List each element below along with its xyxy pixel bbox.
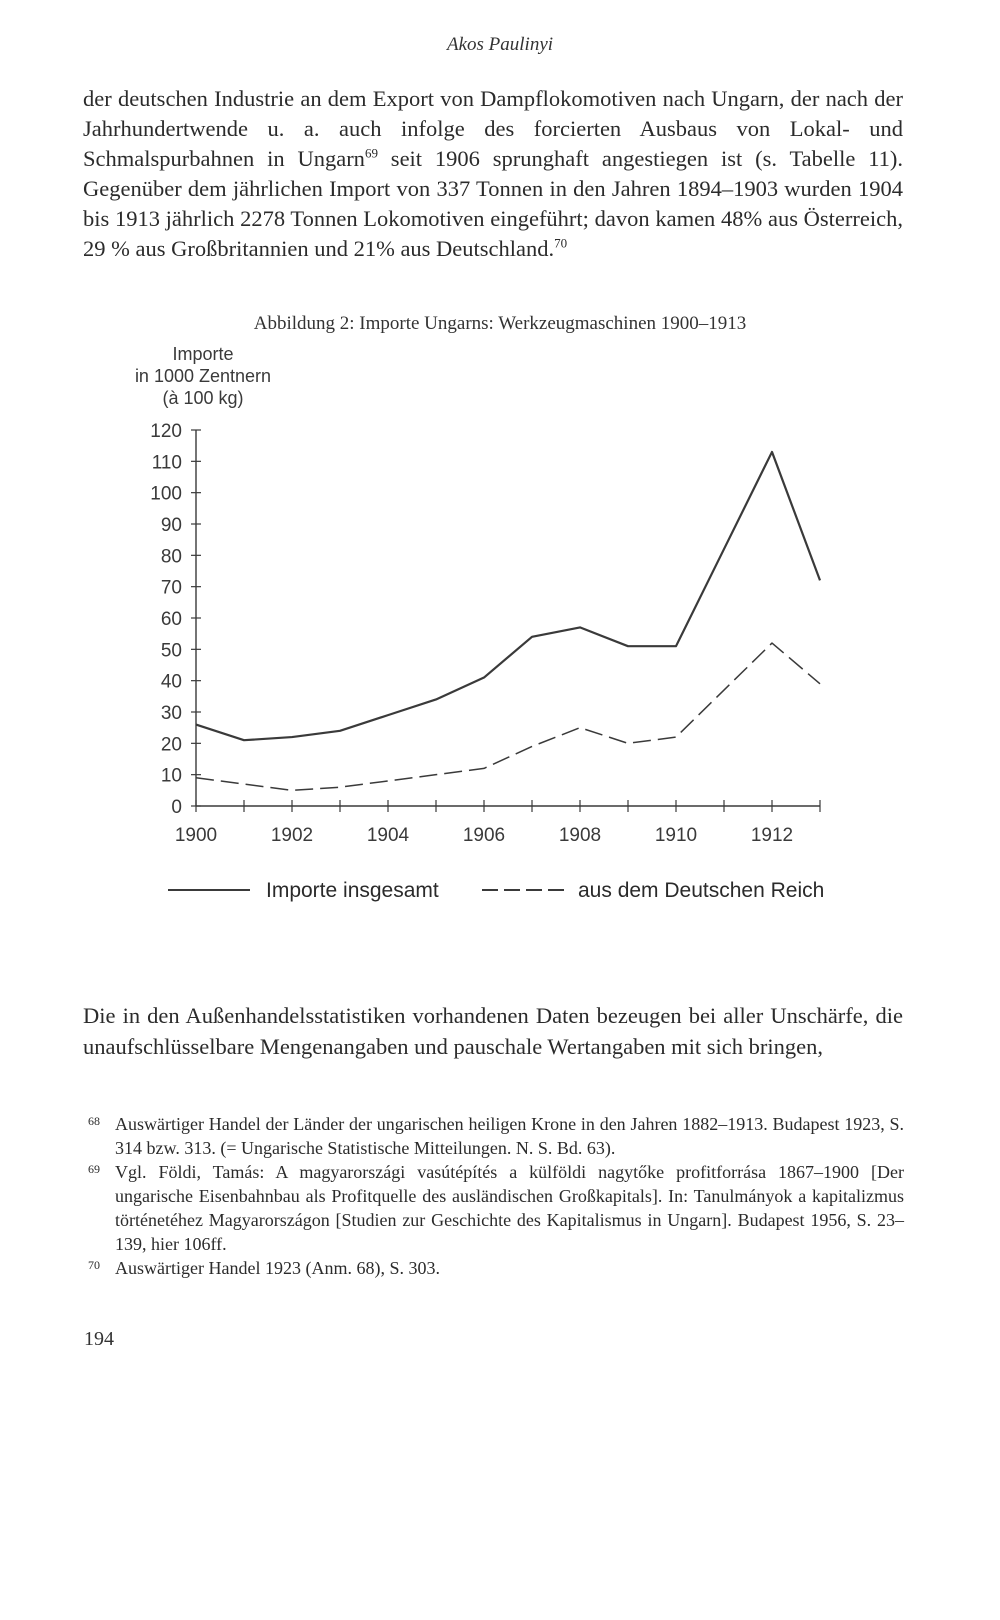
x-tick-label: 1910 [654,825,698,846]
y-tick-label: 70 [160,577,182,599]
y-tick-label: 30 [160,703,182,724]
y-tick-label: 50 [160,640,182,662]
y-tick-label: 100 [150,483,182,505]
y-axis-label-line: (à 100 kg) [162,388,244,408]
x-tick-label: 1902 [270,825,314,846]
x-tick-label: 1908 [558,825,602,846]
y-tick-label: 0 [171,797,182,818]
legend [168,879,824,902]
y-axis-label [135,344,271,408]
y-tick-label: 90 [160,515,182,536]
footnote-number: 69 [88,1162,100,1176]
running-head: Akos Paulinyi [446,34,554,55]
series-line-deutsches-reich [196,643,820,790]
y-tick-label: 110 [151,452,182,474]
footnote-70 [88,1256,904,1280]
footnotes [88,1112,904,1280]
y-tick-label: 80 [160,546,182,568]
footnote-number: 70 [88,1258,100,1272]
footnote-68 [88,1112,904,1160]
footnote-text: Auswärtiger Handel 1923 (Anm. 68), S. 303. [115,1258,440,1278]
footnote-text: Auswärtiger Handel der Länder der ungarischen heiligen Krone in den Jahren 1882–1913. Budapest 1923, S. 314 bzw. 313. (= Ungarische Statistische Mitteilungen. N. S. Bd. 63). [115,1114,904,1158]
footnote-number: 68 [88,1114,100,1128]
footnote-ref-70[interactable]: 70 [554,235,568,251]
axes [150,421,820,846]
x-tick-label: 1904 [366,825,410,846]
footnote-text: Vgl. Földi, Tamás: A magyarországi vasútépítés a külföldi nagytőke profitforrása 1867–1900 [Der ungarische Eisenbahnbau als Profitquelle des ausländischen Großkapitals]. In: Tanulmányok a kapitalizmus történetéhez Magyarországon [Studien zur Geschichte des Kapitalismus in Ungarn]. Budapest 1956, S. 23–139, hier 106ff. [115,1162,904,1254]
legend-label-deutsches-reich: aus dem Deutschen Reich [578,879,825,902]
body-text: Die in den Außenhandelsstatistiken vorhandenen Daten bezeugen bei aller Unschärfe, die unaufschlüsselbare Mengenangaben und pauschale Wertangaben mit sich bringen, [83,1003,903,1059]
y-axis-label-line: in 1000 Zentnern [134,366,272,386]
intro-text-continued: seit 1906 sprunghaft angestiegen ist (s. Tabelle 11). Gegenüber dem jährlichen Import von 337 Tonnen in den Jahren 1894–1903 wurden 1904 bis 1913 jährlich 2278 Tonnen Lokomotiven eingeführt; davon kamen 48% aus Österreich, 29 % aus Großbritannien und 21% aus Deutschland. [83,146,903,261]
series-line-importe-insgesamt [196,452,820,740]
y-tick-label: 10 [160,765,182,787]
y-tick-label: 120 [150,421,182,442]
x-tick-label: 1912 [750,825,794,846]
footnote-69 [88,1160,904,1256]
x-tick-label: 1906 [462,825,506,846]
series-layer [196,452,820,790]
body-paragraph [83,1000,903,1062]
legend-label-importe-insgesamt: Importe insgesamt [266,879,439,902]
y-axis-label-line: Importe [172,344,234,364]
figure-caption: Abbildung 2: Importe Ungarns: Werkzeugmaschinen 1900–1913 [253,313,747,334]
y-tick-label: 60 [160,609,182,630]
intro-text: der deutschen Industrie an dem Export von Dampflokomotiven nach Ungarn, der nach der Jahrhundertwende u. a. auch infolge des forcierten Ausbaus von Lokal- und Schmalspurbahnen in Ungarn [83,86,903,171]
x-tick-label: 1900 [174,825,218,846]
page-number: 194 [84,1328,114,1350]
y-tick-label: 40 [160,671,182,693]
y-tick-label: 20 [160,734,182,756]
footnote-ref-69[interactable]: 69 [364,145,378,161]
